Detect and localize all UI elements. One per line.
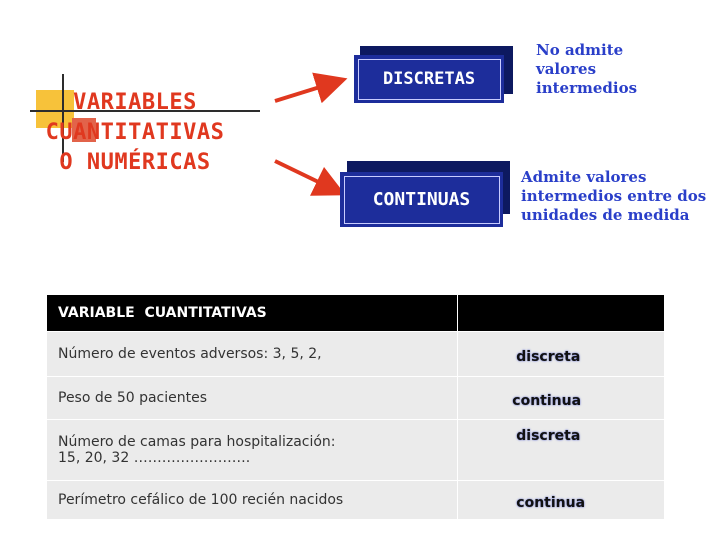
type-label: discreta [516,349,581,365]
table-header-type [458,295,665,332]
table-header-row [47,295,665,332]
arrow-to-continuas [275,161,335,190]
continuas-note-line-1: Admite valores [521,168,647,186]
discretas-note-line-2: valores [536,60,597,78]
discretas-box-inner-border [358,59,501,100]
discretas-label: DISCRETAS [382,69,476,89]
table-cell-type [458,481,665,520]
table-cell-variable: Perímetro cefálico de 100 recién nacidos [47,481,458,520]
continuas-note-line-2: intermedios entre dos [521,187,707,205]
main-title-line-1: VARIABLES [73,90,197,115]
main-title-line-2: CUANTITATIVAS [45,120,225,145]
table-row [47,420,665,481]
main-title-line-3: O NUMÉRICAS [59,150,211,175]
discretas-note-line-3: intermedios [536,79,638,97]
table-cell-type [458,377,665,420]
continuas-label: CONTINUAS [372,189,471,210]
continuas-note [521,168,706,225]
table-row [47,332,665,377]
discretas-note [536,41,637,98]
continuas-box-inner-border [344,176,500,224]
type-label: continua [516,495,586,511]
table-cell-variable: Peso de 50 pacientes [47,377,458,420]
table-row [47,377,665,420]
table-cell-variable-line-1: Número de camas para hospitalización: [58,434,336,450]
arrow-to-discretas [275,82,336,101]
type-label: continua [512,393,582,409]
variables-table [46,294,665,520]
table-cell-type [458,420,665,481]
table-cell-variable [47,420,458,481]
type-label: discreta [516,428,581,444]
table-cell-type [458,332,665,377]
table-cell-variable-line-2: 15, 20, 32 ……………………. [58,450,251,466]
table-row [47,481,665,520]
table-header-variable: VARIABLE CUANTITATIVAS [47,295,458,332]
continuas-note-line-3: unidades de medida [521,206,690,224]
table-cell-variable: Número de eventos adversos: 3, 5, 2, [47,332,458,377]
discretas-note-line-1: No admite [536,41,624,59]
